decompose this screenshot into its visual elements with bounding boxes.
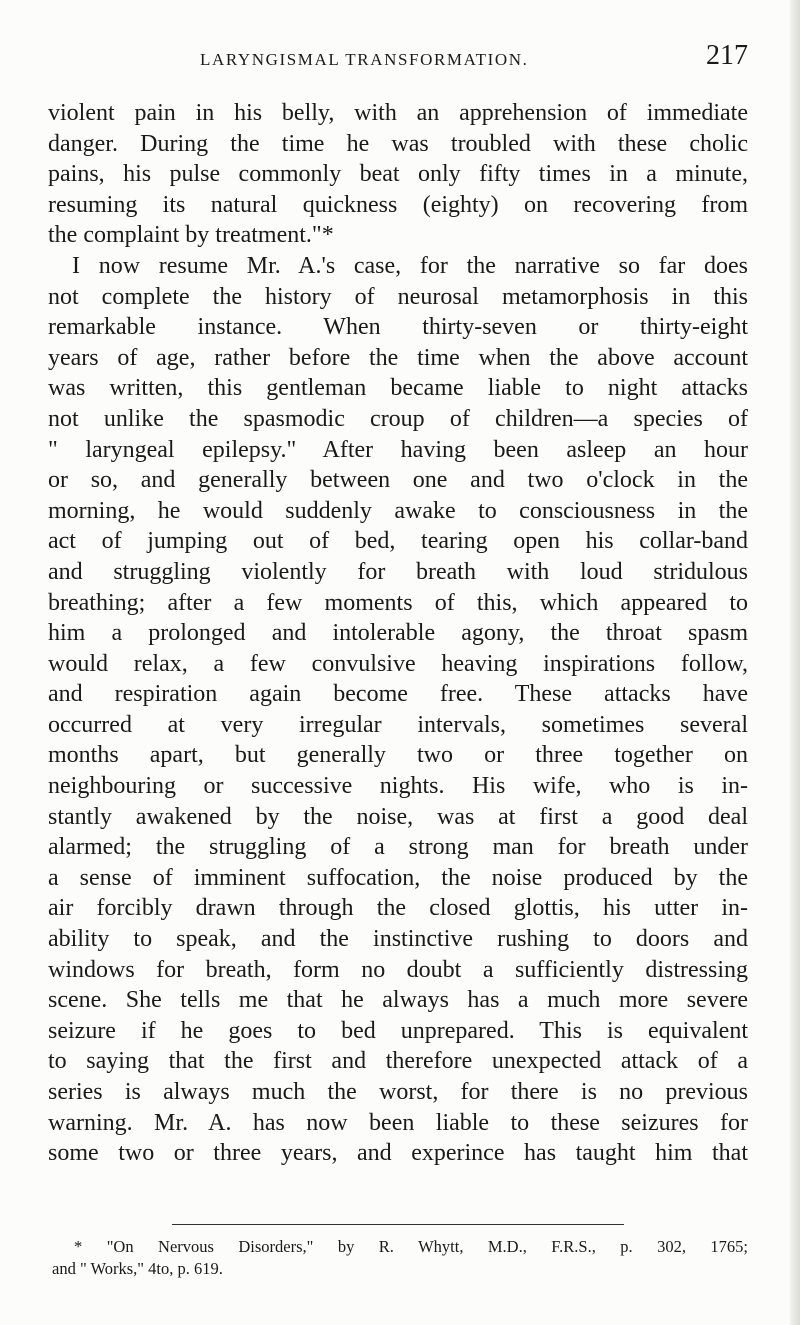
text-line: months apart, but generally two or three together on xyxy=(48,742,748,769)
text-line: warning. Mr. A. has now been liable to these seizures for xyxy=(48,1109,748,1136)
text-line: resuming its natural quickness (eighty) on recovering from xyxy=(48,191,748,218)
text-line: not complete the history of neurosal metamorphosis in this xyxy=(48,283,748,310)
footnotes xyxy=(52,1236,748,1280)
footnote-divider xyxy=(172,1224,624,1225)
body-text xyxy=(48,98,748,1169)
text-line: air forcibly drawn through the closed glottis, his utter in- xyxy=(48,895,748,922)
text-line: a sense of imminent suffocation, the noise produced by the xyxy=(48,864,748,891)
text-line: or so, and generally between one and two o'clock in the xyxy=(48,467,748,494)
text-line: series is always much the worst, for there is no previous xyxy=(48,1079,748,1105)
text-line: to saying that the first and therefore unexpected attack of a xyxy=(48,1048,748,1075)
text-line: remarkable instance. When thirty-seven or thirty-eight xyxy=(48,314,748,341)
page-number: 217 xyxy=(706,40,748,71)
text-line: act of jumping out of bed, tearing open his collar-band xyxy=(48,528,748,555)
text-line: I now resume Mr. A.'s case, for the narrative so far does xyxy=(72,252,748,279)
text-line: and struggling violently for breath with loud stridulous xyxy=(48,558,748,585)
text-line: danger. During the time he was troubled with these cholic xyxy=(48,130,748,157)
text-line: some two or three years, and experince has taught him that xyxy=(48,1140,748,1167)
text-line: scene. She tells me that he always has a much more severe xyxy=(48,987,748,1014)
text-line: alarmed; the struggling of a strong man for breath under xyxy=(48,834,748,861)
text-line: violent pain in his belly, with an apprehension of immediate xyxy=(48,100,748,126)
text-line: years of age, rather before the time when the above account xyxy=(48,344,748,371)
text-line: him a prolonged and intolerable agony, the throat spasm xyxy=(48,620,748,647)
running-title: LARYNGISMAL TRANSFORMATION. xyxy=(200,50,529,69)
text-line: pains, his pulse commonly beat only fifty times in a minute, xyxy=(48,161,748,188)
page-header xyxy=(48,38,748,78)
page-edge-shadow xyxy=(790,0,800,1325)
text-line: neighbouring or successive nights. His wife, who is in- xyxy=(48,773,748,800)
text-line: was written, this gentleman became liable to night attacks xyxy=(48,375,748,402)
text-line: not unlike the spasmodic croup of children—a species of xyxy=(48,405,748,432)
text-line: occurred at very irregular intervals, sometimes several xyxy=(48,711,748,738)
footnote-line: * "On Nervous Disorders," by R. Whytt, M.D., F.R.S., p. 302, 1765; xyxy=(74,1237,748,1256)
text-line: the complaint by treatment."* xyxy=(48,222,334,249)
text-line: breathing; after a few moments of this, which appeared to xyxy=(48,589,748,616)
text-line: windows for breath, form no doubt a sufficiently distressing xyxy=(48,956,748,983)
text-line: would relax, a few convulsive heaving inspirations follow, xyxy=(48,650,748,677)
text-line: morning, he would suddenly awake to consciousness in the xyxy=(48,497,748,524)
text-line: stantly awakened by the noise, was at first a good deal xyxy=(48,803,748,830)
text-line: ability to speak, and the instinctive rushing to doors and xyxy=(48,926,748,953)
footnote-line: and " Works," 4to, p. 619. xyxy=(52,1259,223,1278)
text-line: and respiration again become free. These attacks have xyxy=(48,681,748,708)
text-line: seizure if he goes to bed unprepared. This is equivalent xyxy=(48,1017,748,1044)
text-line: " laryngeal epilepsy." After having been asleep an hour xyxy=(48,436,748,463)
